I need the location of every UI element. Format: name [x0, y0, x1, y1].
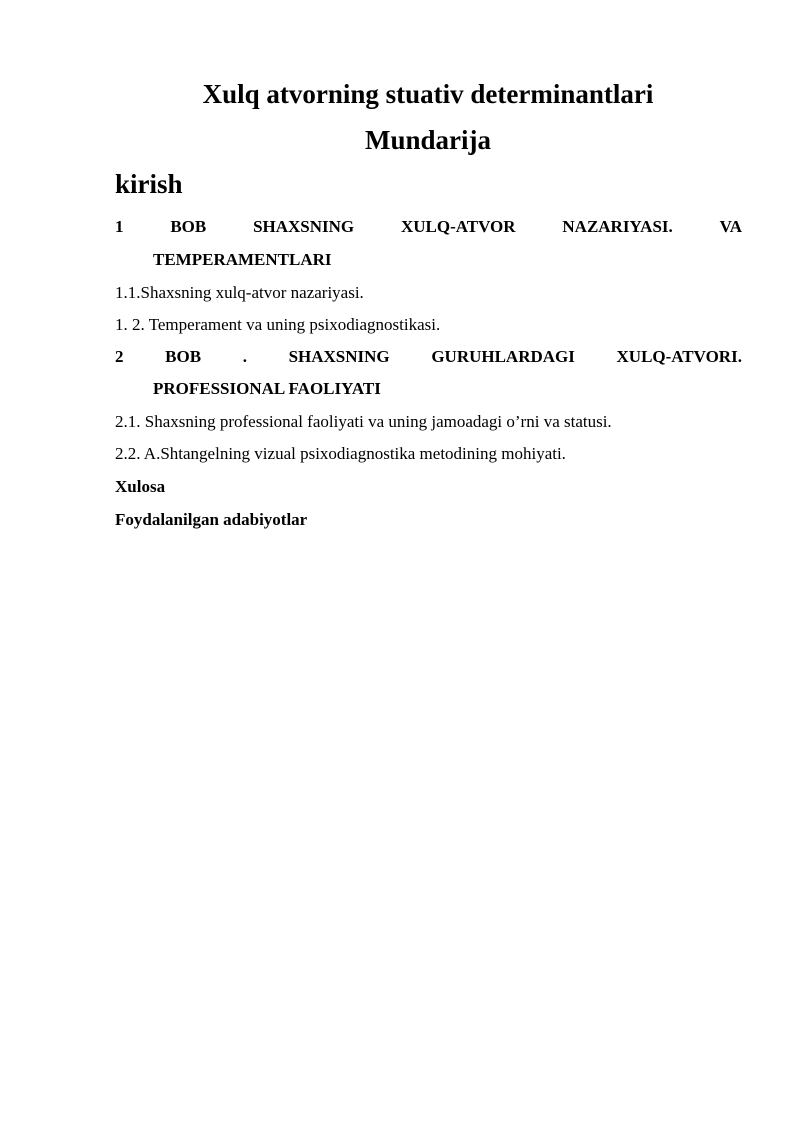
chapter-1-word: VA [719, 217, 742, 236]
toc-section-1-2: 1. 2. Temperament va uning psixodiagnostikasi. [115, 315, 441, 334]
table-of-contents-heading: Mundarija [364, 125, 491, 155]
chapter-2-word: BOB [165, 347, 202, 366]
toc-chapter-2-heading-continuation: PROFESSIONAL FAOLIYATI [153, 379, 381, 398]
chapter-1-word: SHAXSNING [253, 217, 355, 236]
chapter-2-word: . [242, 347, 247, 366]
document-title: Xulq atvorning stuativ determinantlari [202, 79, 654, 109]
chapter-1-word: 1 [115, 217, 124, 236]
chapter-2-word: GURUHLARDAGI [431, 347, 575, 366]
toc-chapter-2-heading [115, 347, 742, 367]
toc-section-2-2: 2.2. A.Shtangelning vizual psixodiagnostika metodining mohiyati. [115, 444, 566, 463]
chapter-1-word: BOB [170, 217, 207, 236]
toc-section-2-1: 2.1. Shaxsning professional faoliyati va uning jamoadagi o’rni va statusi. [115, 412, 612, 431]
toc-chapter-1-heading [115, 217, 742, 237]
toc-entry-references: Foydalanilgan adabiyotlar [115, 510, 308, 529]
toc-section-1-1: 1.1.Shaxsning xulq-atvor nazariyasi. [115, 283, 364, 302]
toc-entry-introduction: kirish [115, 169, 183, 199]
chapter-2-word: 2 [115, 347, 124, 366]
chapter-2-word: SHAXSNING [288, 347, 390, 366]
chapter-2-word: XULQ-ATVORI. [616, 347, 742, 366]
chapter-1-word: NAZARIYASI. [562, 217, 673, 236]
chapter-1-word: XULQ-ATVOR [400, 217, 516, 236]
toc-entry-conclusion: Xulosa [115, 477, 166, 496]
toc-chapter-1-heading-continuation: TEMPERAMENTLARI [153, 250, 332, 269]
